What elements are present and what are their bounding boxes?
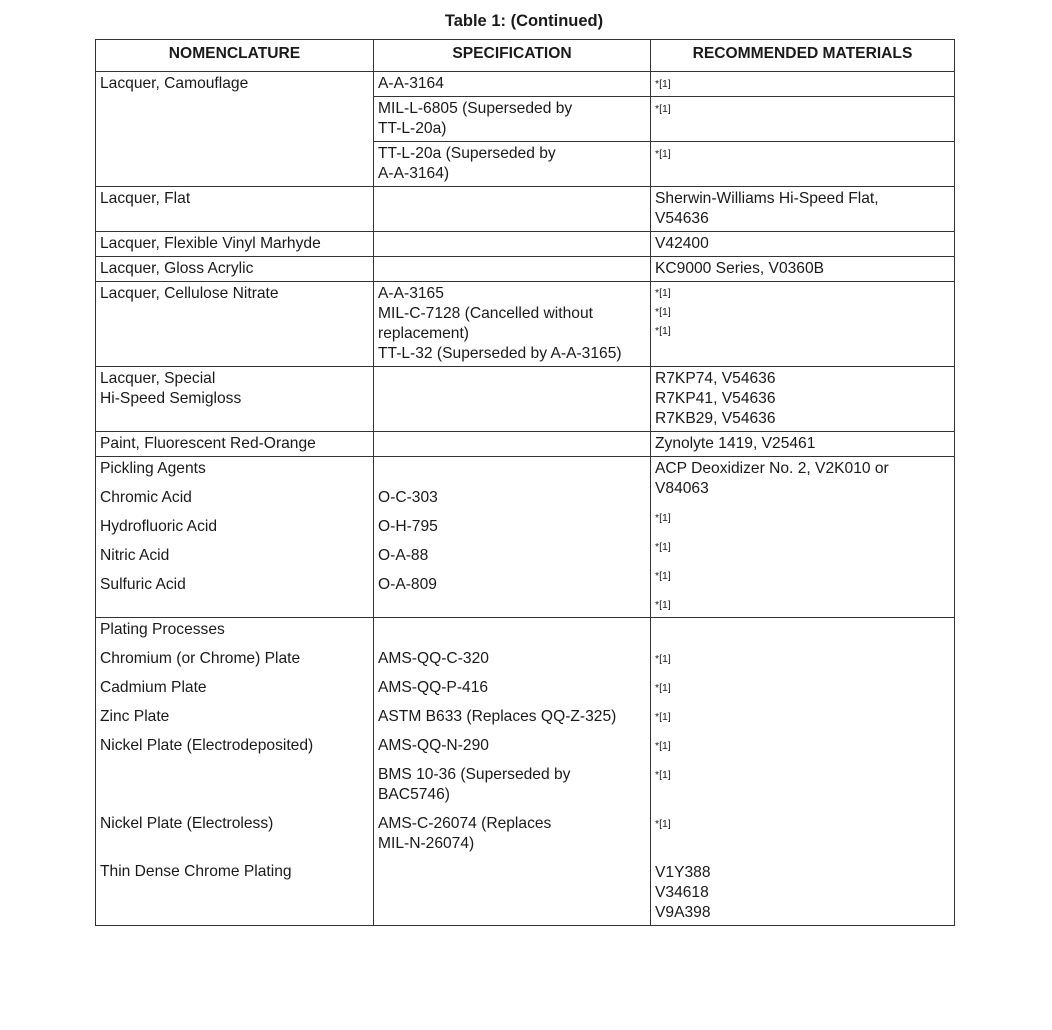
- header-specification: SPECIFICATION: [374, 40, 651, 72]
- table-row: [96, 432, 955, 457]
- cell-nomenclature: Paint, Fluorescent Red-Orange: [96, 432, 374, 457]
- cell-nomenclature: Lacquer, Special Hi-Speed Semigloss: [96, 367, 374, 432]
- table-caption: Table 1: (Continued): [444, 12, 604, 30]
- footnote-ref: *[1]: [655, 103, 671, 115]
- cell-specification: A-A-3164: [374, 72, 651, 97]
- table-row: [96, 282, 955, 367]
- cell-specification: [374, 432, 651, 457]
- cell-nomenclature: Pickling Agents Chromic Acid Hydrofluoric Acid Nitric Acid Sulfuric Acid: [96, 457, 374, 618]
- footnote-ref: *[1]: [655, 325, 671, 337]
- footnote-ref: *[1]: [655, 818, 671, 830]
- footnote-ref: *[1]: [655, 306, 671, 318]
- cell-material: [651, 282, 955, 367]
- cell-material: [651, 142, 955, 187]
- cell-material: Sherwin-Williams Hi-Speed Flat, V54636: [651, 187, 955, 232]
- footnote-ref: *[1]: [655, 682, 671, 694]
- cell-specification: MIL-L-6805 (Superseded by TT-L-20a): [374, 97, 651, 142]
- table-row: [96, 367, 955, 432]
- footnote-ref: *[1]: [655, 599, 671, 611]
- table-row: [96, 618, 955, 926]
- cell-specification: [374, 257, 651, 282]
- table-row: [96, 457, 955, 618]
- cell-material: KC9000 Series, V0360B: [651, 257, 955, 282]
- cell-nomenclature: Plating Processes Chromium (or Chrome) Plate Cadmium Plate Zinc Plate Nickel Plate (Electrodeposited) Nickel Plate (Electroless) Thin Dense Chrome Plating: [96, 618, 374, 926]
- footnote-ref: *[1]: [655, 740, 671, 752]
- cell-specification: A-A-3165 MIL-C-7128 (Cancelled without replacement) TT-L-32 (Superseded by A-A-3165): [374, 282, 651, 367]
- cell-specification: [374, 367, 651, 432]
- cell-specification: AMS-QQ-C-320 AMS-QQ-P-416 ASTM B633 (Replaces QQ-Z-325) AMS-QQ-N-290 BMS 10-36 (Superseded by BAC5746) AMS-C-26074 (Replaces MIL-N-26074): [374, 618, 651, 926]
- table-row: [96, 232, 955, 257]
- cell-nomenclature: Lacquer, Flexible Vinyl Marhyde: [96, 232, 374, 257]
- footnote-ref: *[1]: [655, 287, 671, 299]
- footnote-ref: *[1]: [655, 769, 671, 781]
- table-row: [96, 257, 955, 282]
- cell-material: [651, 97, 955, 142]
- footnote-ref: *[1]: [655, 541, 671, 553]
- footnote-ref: *[1]: [655, 570, 671, 582]
- header-row: [96, 40, 955, 72]
- cell-material: R7KP74, V54636 R7KP41, V54636 R7KB29, V54636: [651, 367, 955, 432]
- cell-material: *[1] *[1] *[1] *[1] *[1] *[1] V1Y388 V34618 V9A398: [651, 618, 955, 926]
- cell-nomenclature: Lacquer, Camouflage: [96, 72, 374, 187]
- footnote-ref: *[1]: [655, 148, 671, 160]
- cell-nomenclature: Lacquer, Flat: [96, 187, 374, 232]
- table-row: [96, 187, 955, 232]
- cell-specification: [374, 232, 651, 257]
- cell-nomenclature: Lacquer, Cellulose Nitrate: [96, 282, 374, 367]
- table-row: [96, 72, 955, 97]
- cell-specification: O-C-303 O-H-795 O-A-88 O-A-809: [374, 457, 651, 618]
- cell-material: ACP Deoxidizer No. 2, V2K010 or V84063 *[1] *[1] *[1] *[1]: [651, 457, 955, 618]
- header-nomenclature: NOMENCLATURE: [96, 40, 374, 72]
- cell-nomenclature: Lacquer, Gloss Acrylic: [96, 257, 374, 282]
- cell-specification: [374, 187, 651, 232]
- footnote-ref: *[1]: [655, 653, 671, 665]
- header-recommended-materials: RECOMMENDED MATERIALS: [651, 40, 955, 72]
- cell-material: [651, 72, 955, 97]
- cell-material: Zynolyte 1419, V25461: [651, 432, 955, 457]
- cell-specification: TT-L-20a (Superseded by A-A-3164): [374, 142, 651, 187]
- footnote-ref: *[1]: [655, 78, 671, 90]
- footnote-ref: *[1]: [655, 711, 671, 723]
- cell-material: V42400: [651, 232, 955, 257]
- materials-table: [95, 39, 955, 926]
- footnote-ref: *[1]: [655, 512, 671, 524]
